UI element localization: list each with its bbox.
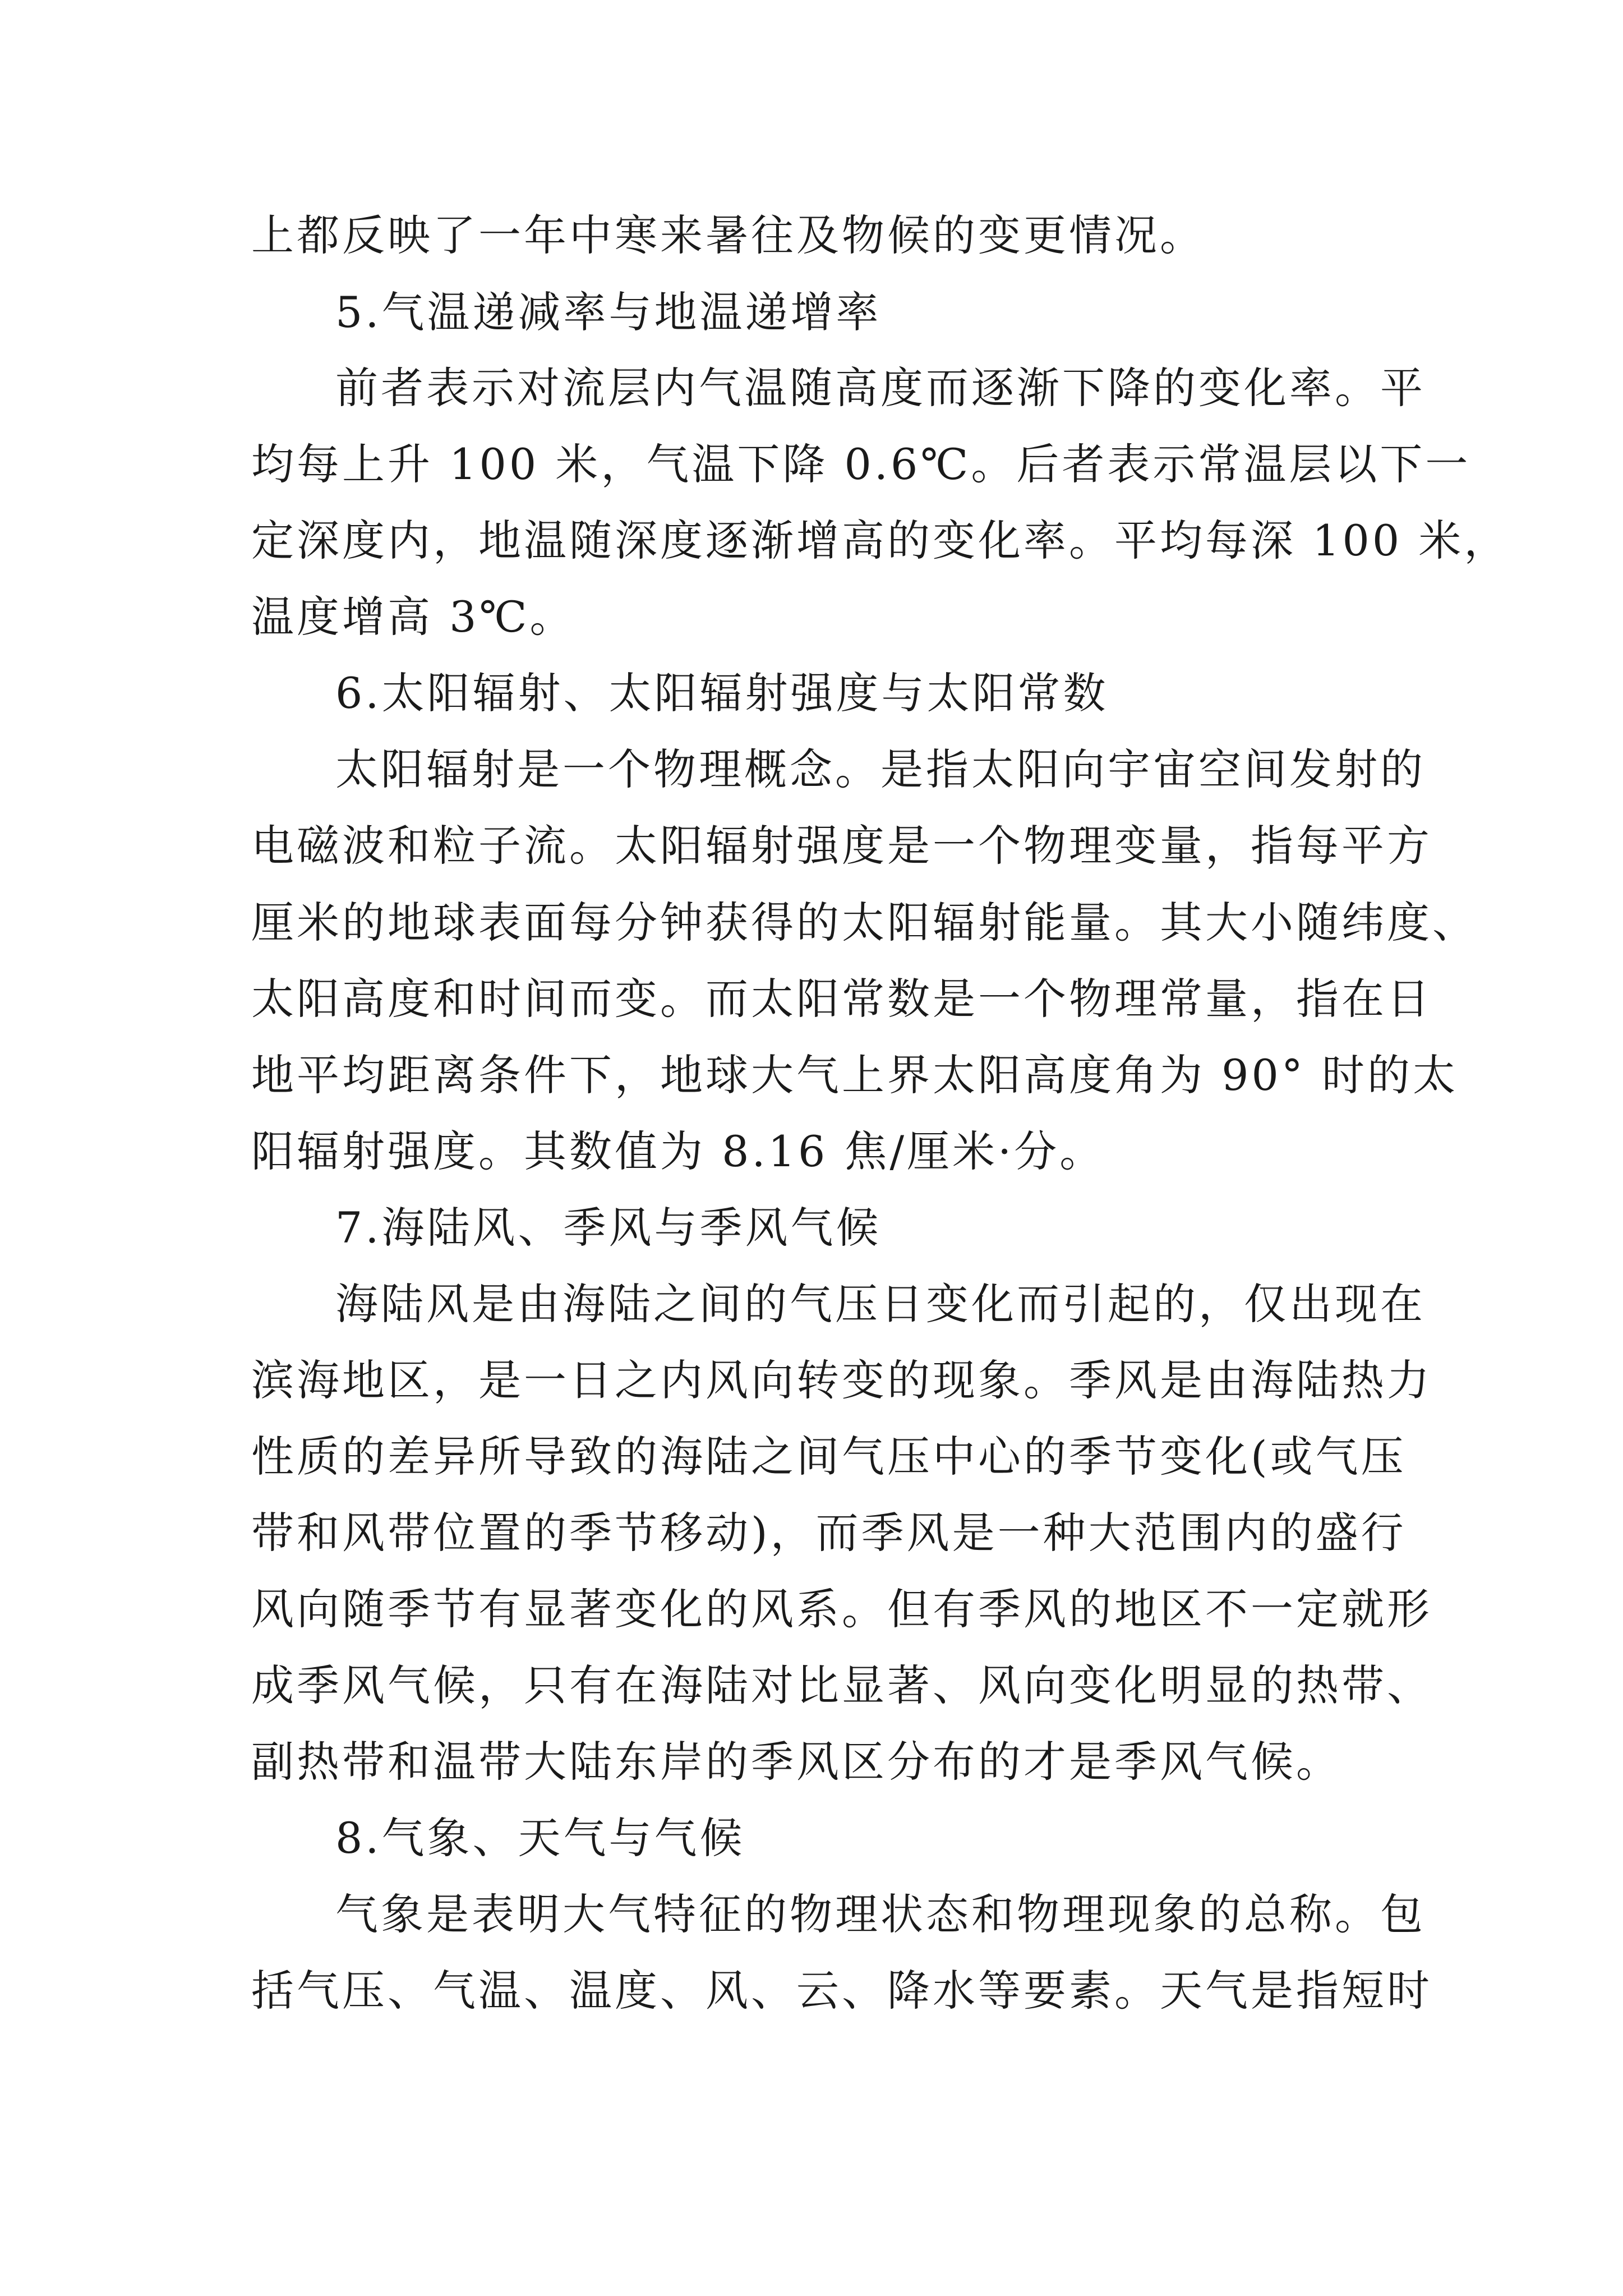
text-line: 滨海地区，是一日之内风向转变的现象。季风是由海陆热力 xyxy=(251,1355,1432,1405)
text-line: 均每上升 100 米，气温下降 0.6℃。后者表示常温层以下一 xyxy=(251,439,1471,489)
section-heading: 8.气象、天气与气候 xyxy=(335,1813,745,1863)
text-line: 温度增高 3℃。 xyxy=(251,592,575,642)
text-line: 厘米的地球表面每分钟获得的太阳辐射能量。其大小随纬度、 xyxy=(251,898,1478,947)
text-line: 前者表示对流层内气温随高度而逐渐下降的变化率。平 xyxy=(335,363,1426,413)
text-line: 性质的差异所导致的海陆之间气压中心的季节变化(或气压 xyxy=(251,1432,1407,1481)
text-line: 成季风气候，只有在海陆对比显著、风向变化明显的热带、 xyxy=(251,1660,1432,1710)
section-heading: 6.太阳辐射、太阳辐射强度与太阳常数 xyxy=(335,668,1109,718)
text-line: 风向随季节有显著变化的风系。但有季风的地区不一定就形 xyxy=(251,1584,1432,1634)
text-line: 定深度内，地温随深度逐渐增高的变化率。平均每深 100 米， xyxy=(251,516,1510,565)
text-line: 海陆风是由海陆之间的气压日变化而引起的，仅出现在 xyxy=(335,1279,1426,1329)
text-line: 太阳高度和时间而变。而太阳常数是一个物理常量，指在日 xyxy=(251,974,1432,1024)
text-line: 气象是表明大气特征的物理状态和物理现象的总称。包 xyxy=(335,1889,1426,1939)
section-heading: 7.海陆风、季风与季风气候 xyxy=(335,1203,882,1253)
text-line: 地平均距离条件下，地球大气上界太阳高度角为 90° 时的太 xyxy=(251,1050,1459,1100)
text-line: 带和风带位置的季节移动)，而季风是一种大范围内的盛行 xyxy=(251,1508,1407,1558)
text-line: 太阳辐射是一个物理概念。是指太阳向宇宙空间发射的 xyxy=(335,744,1426,794)
section-heading: 5.气温递减率与地温递增率 xyxy=(335,287,882,337)
text-line: 括气压、气温、温度、风、云、降水等要素。天气是指短时 xyxy=(251,1966,1432,2016)
text-line: 副热带和温带大陆东岸的季风区分布的才是季风气候。 xyxy=(251,1737,1341,1787)
text-line: 上都反映了一年中寒来暑往及物候的变更情况。 xyxy=(251,210,1205,260)
text-line: 阳辐射强度。其数值为 8.16 焦/厘米·分。 xyxy=(251,1126,1105,1176)
text-line: 电磁波和粒子流。太阳辐射强度是一个物理变量，指每平方 xyxy=(251,821,1432,871)
